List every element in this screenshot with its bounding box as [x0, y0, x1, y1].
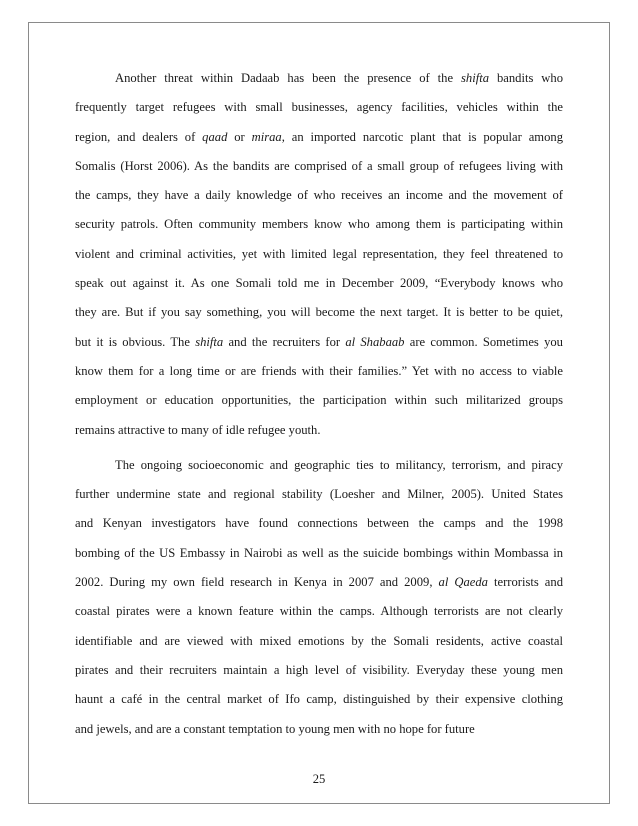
text-run: and Kenyan investigators have found connections between the camps and the 1998 — [75, 516, 563, 531]
text-run: are common. Sometimes you — [404, 334, 563, 349]
italic-term: shifta — [195, 334, 224, 349]
text-run: violent and criminal activities, yet with limited legal representation, they feel threatened to — [75, 246, 563, 261]
text-line — [75, 480, 563, 509]
text-run: pirates and their recruiters maintain a high level of visibility. Everyday these young men — [75, 662, 563, 677]
text-run: further undermine state and regional stability (Loesher and Milner, 2005). United States — [75, 487, 563, 502]
text-line — [75, 627, 563, 656]
text-run: or — [227, 129, 252, 144]
text-line — [75, 539, 563, 568]
text-line — [75, 416, 563, 445]
text-run: identifiable and are viewed with mixed emotions by the Somali residents, active coastal — [75, 633, 563, 648]
text-line — [75, 152, 563, 181]
text-run: bombing of the US Embassy in Nairobi as well as the suicide bombings within Mombassa in — [75, 545, 563, 560]
text-line — [75, 123, 563, 152]
italic-term: al Shabaab — [345, 334, 405, 349]
text-run: The ongoing socioeconomic and geographic ties to militancy, terrorism, and piracy — [115, 457, 563, 472]
text-run: the camps, they have a daily knowledge of who receives an income and the movement of — [75, 188, 563, 203]
text-run: terrorists and — [487, 575, 563, 590]
text-run: employment or education opportunities, the participation within such militarized groups — [75, 393, 563, 408]
text-line — [75, 568, 563, 597]
text-run: Somalis (Horst 2006). As the bandits are comprised of a small group of refugees living with — [75, 158, 563, 173]
italic-term: shifta — [461, 71, 490, 85]
text-run: speak out against it. As one Somali told me in December 2009, “Everybody knows who — [75, 276, 563, 291]
text-run: frequently target refugees with small businesses, agency facilities, vehicles within the — [75, 100, 563, 115]
text-run: they are. But if you say something, you will become the next target. It is better to be quiet, — [75, 305, 563, 320]
text-run: but it is obvious. The — [75, 334, 196, 349]
text-line — [75, 181, 563, 210]
text-run: bandits who — [489, 71, 563, 85]
text-run: and the recruiters for — [223, 334, 346, 349]
text-run: remains attractive to many of idle refugee youth. — [75, 422, 321, 437]
text-line — [75, 93, 563, 122]
text-line — [75, 357, 563, 386]
text-run: security patrols. Often community members know who among them is participating within — [75, 217, 563, 232]
paragraph-shifta-bandits — [75, 64, 563, 445]
italic-term: miraa — [251, 129, 282, 144]
body-text — [75, 64, 563, 744]
text-line — [75, 64, 563, 93]
text-run: know them for a long time or are friends with their families.” Yet with no access to viable — [75, 363, 563, 378]
italic-term: al Qaeda — [438, 575, 488, 590]
page-number: 25 — [312, 772, 326, 786]
text-run: Another threat within Dadaab has been the presence of the — [115, 71, 462, 85]
text-line — [75, 715, 563, 744]
text-run: , an imported narcotic plant that is popular among — [281, 129, 563, 144]
text-line — [75, 328, 563, 357]
text-line — [75, 386, 563, 415]
text-line — [75, 597, 563, 626]
text-line — [75, 240, 563, 269]
text-run: 2002. During my own field research in Kenya in 2007 and 2009, — [75, 575, 439, 590]
text-run: haunt a café in the central market of Ifo camp, distinguished by their expensive clothing — [75, 692, 563, 707]
text-run: and jewels, and are a constant temptation to young men with no hope for future — [75, 721, 475, 736]
text-run: coastal pirates were a known feature within the camps. Although terrorists are not clearly — [75, 604, 563, 619]
italic-term: qaad — [202, 129, 228, 144]
text-line — [75, 210, 563, 239]
paragraph-militancy-ties — [75, 451, 563, 744]
text-line — [75, 656, 563, 685]
text-line — [75, 298, 563, 327]
text-line — [75, 685, 563, 714]
text-line — [75, 451, 563, 480]
text-run: region, and dealers of — [75, 129, 203, 144]
text-line — [75, 509, 563, 538]
text-line — [75, 269, 563, 298]
